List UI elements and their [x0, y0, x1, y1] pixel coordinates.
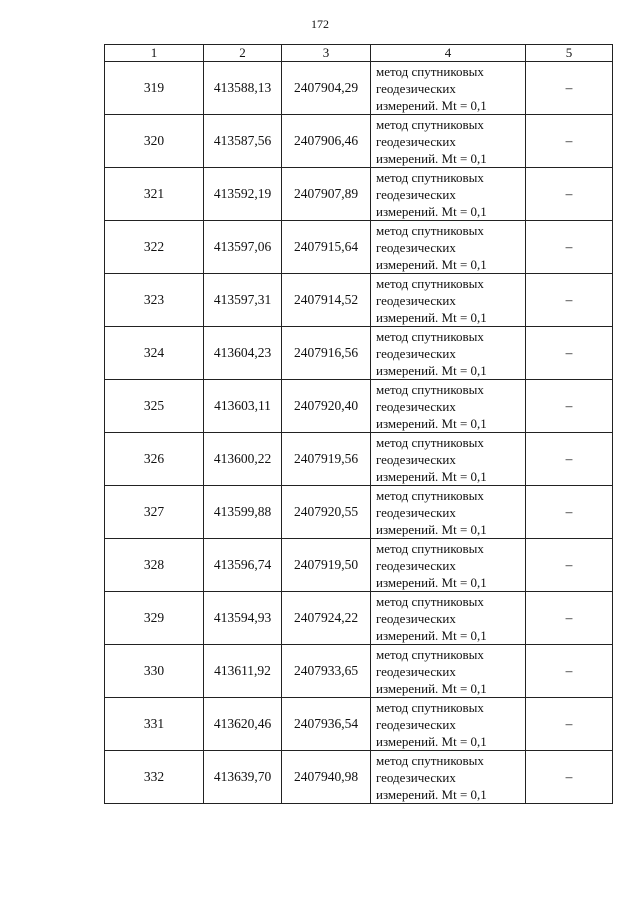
method-cell: [371, 380, 526, 433]
method-line: метод спутниковых: [376, 593, 484, 609]
method-cell: [371, 327, 526, 380]
x-coordinate-cell: 413594,93: [204, 592, 282, 645]
y-coordinate-cell: 2407920,55: [282, 486, 371, 539]
point-number-cell: 329: [105, 592, 204, 645]
table-body: [105, 62, 613, 804]
method-line: геодезических: [376, 769, 456, 785]
method-cell: [371, 433, 526, 486]
table-row: [105, 115, 613, 168]
x-coordinate-cell: 413611,92: [204, 645, 282, 698]
y-coordinate-cell: 2407933,65: [282, 645, 371, 698]
method-cell: [371, 751, 526, 804]
x-coordinate-cell: 413639,70: [204, 751, 282, 804]
point-number-cell: 325: [105, 380, 204, 433]
y-coordinate-cell: 2407907,89: [282, 168, 371, 221]
method-line: измерений. Mt = 0,1: [376, 309, 487, 325]
method-line: геодезических: [376, 133, 456, 149]
y-coordinate-cell: 2407919,50: [282, 539, 371, 592]
y-coordinate-cell: 2407915,64: [282, 221, 371, 274]
y-coordinate-cell: 2407920,40: [282, 380, 371, 433]
point-number-cell: 331: [105, 698, 204, 751]
method-cell: [371, 274, 526, 327]
point-number-cell: 332: [105, 751, 204, 804]
x-coordinate-cell: 413599,88: [204, 486, 282, 539]
table-row: [105, 592, 613, 645]
y-coordinate-cell: 2407914,52: [282, 274, 371, 327]
method-cell: [371, 645, 526, 698]
method-line: геодезических: [376, 557, 456, 573]
note-cell: –: [526, 751, 613, 804]
table-row: [105, 62, 613, 115]
header-cell-4: 4: [371, 45, 526, 62]
method-line: геодезических: [376, 80, 456, 96]
table-row: [105, 539, 613, 592]
note-cell: –: [526, 486, 613, 539]
method-line: метод спутниковых: [376, 699, 484, 715]
page-number: 172: [311, 17, 329, 31]
table-row: [105, 486, 613, 539]
note-cell: –: [526, 221, 613, 274]
method-line: метод спутниковых: [376, 540, 484, 556]
method-line: измерений. Mt = 0,1: [376, 150, 487, 166]
table-row: [105, 221, 613, 274]
x-coordinate-cell: 413592,19: [204, 168, 282, 221]
method-line: геодезических: [376, 398, 456, 414]
note-cell: –: [526, 327, 613, 380]
method-cell: [371, 486, 526, 539]
table-row: [105, 433, 613, 486]
point-number-cell: 326: [105, 433, 204, 486]
x-coordinate-cell: 413620,46: [204, 698, 282, 751]
x-coordinate-cell: 413597,06: [204, 221, 282, 274]
x-coordinate-cell: 413604,23: [204, 327, 282, 380]
y-coordinate-cell: 2407916,56: [282, 327, 371, 380]
header-cell-1: 1: [105, 45, 204, 62]
y-coordinate-cell: 2407940,98: [282, 751, 371, 804]
method-line: метод спутниковых: [376, 63, 484, 79]
header-cell-5: 5: [526, 45, 613, 62]
table-row: [105, 645, 613, 698]
method-line: метод спутниковых: [376, 328, 484, 344]
method-cell: [371, 698, 526, 751]
coordinates-table: [104, 44, 613, 804]
method-line: геодезических: [376, 292, 456, 308]
table-row: [105, 327, 613, 380]
method-line: измерений. Mt = 0,1: [376, 97, 487, 113]
table-row: [105, 168, 613, 221]
y-coordinate-cell: 2407924,22: [282, 592, 371, 645]
method-line: измерений. Mt = 0,1: [376, 786, 487, 802]
note-cell: –: [526, 168, 613, 221]
method-line: измерений. Mt = 0,1: [376, 203, 487, 219]
table-row: [105, 380, 613, 433]
note-cell: –: [526, 274, 613, 327]
note-cell: –: [526, 539, 613, 592]
point-number-cell: 328: [105, 539, 204, 592]
method-line: измерений. Mt = 0,1: [376, 680, 487, 696]
method-line: геодезических: [376, 345, 456, 361]
method-line: метод спутниковых: [376, 275, 484, 291]
point-number-cell: 327: [105, 486, 204, 539]
method-line: метод спутниковых: [376, 752, 484, 768]
method-line: геодезических: [376, 504, 456, 520]
point-number-cell: 330: [105, 645, 204, 698]
method-line: измерений. Mt = 0,1: [376, 733, 487, 749]
x-coordinate-cell: 413587,56: [204, 115, 282, 168]
method-line: измерений. Mt = 0,1: [376, 627, 487, 643]
point-number-cell: 323: [105, 274, 204, 327]
method-line: геодезических: [376, 663, 456, 679]
x-coordinate-cell: 413588,13: [204, 62, 282, 115]
note-cell: –: [526, 380, 613, 433]
y-coordinate-cell: 2407919,56: [282, 433, 371, 486]
method-cell: [371, 168, 526, 221]
method-line: геодезических: [376, 451, 456, 467]
note-cell: –: [526, 62, 613, 115]
method-cell: [371, 221, 526, 274]
note-cell: –: [526, 645, 613, 698]
note-cell: –: [526, 115, 613, 168]
method-line: измерений. Mt = 0,1: [376, 574, 487, 590]
method-line: измерений. Mt = 0,1: [376, 468, 487, 484]
method-line: измерений. Mt = 0,1: [376, 521, 487, 537]
x-coordinate-cell: 413597,31: [204, 274, 282, 327]
note-cell: –: [526, 698, 613, 751]
method-line: геодезических: [376, 186, 456, 202]
method-cell: [371, 62, 526, 115]
point-number-cell: 324: [105, 327, 204, 380]
table-row: [105, 698, 613, 751]
point-number-cell: 321: [105, 168, 204, 221]
table-row: [105, 751, 613, 804]
method-cell: [371, 592, 526, 645]
method-line: метод спутниковых: [376, 381, 484, 397]
method-line: измерений. Mt = 0,1: [376, 256, 487, 272]
method-cell: [371, 539, 526, 592]
x-coordinate-cell: 413600,22: [204, 433, 282, 486]
method-line: метод спутниковых: [376, 434, 484, 450]
point-number-cell: 322: [105, 221, 204, 274]
header-cell-3: 3: [282, 45, 371, 62]
method-line: геодезических: [376, 716, 456, 732]
table-header: [105, 45, 613, 62]
method-line: метод спутниковых: [376, 116, 484, 132]
method-cell: [371, 115, 526, 168]
note-cell: –: [526, 433, 613, 486]
method-line: геодезических: [376, 239, 456, 255]
method-line: геодезических: [376, 610, 456, 626]
method-line: метод спутниковых: [376, 222, 484, 238]
method-line: метод спутниковых: [376, 646, 484, 662]
method-line: измерений. Mt = 0,1: [376, 362, 487, 378]
header-row: [105, 45, 613, 62]
y-coordinate-cell: 2407906,46: [282, 115, 371, 168]
header-cell-2: 2: [204, 45, 282, 62]
x-coordinate-cell: 413603,11: [204, 380, 282, 433]
table-row: [105, 274, 613, 327]
note-cell: –: [526, 592, 613, 645]
method-line: метод спутниковых: [376, 487, 484, 503]
x-coordinate-cell: 413596,74: [204, 539, 282, 592]
method-line: метод спутниковых: [376, 169, 484, 185]
y-coordinate-cell: 2407904,29: [282, 62, 371, 115]
method-line: измерений. Mt = 0,1: [376, 415, 487, 431]
y-coordinate-cell: 2407936,54: [282, 698, 371, 751]
point-number-cell: 319: [105, 62, 204, 115]
point-number-cell: 320: [105, 115, 204, 168]
